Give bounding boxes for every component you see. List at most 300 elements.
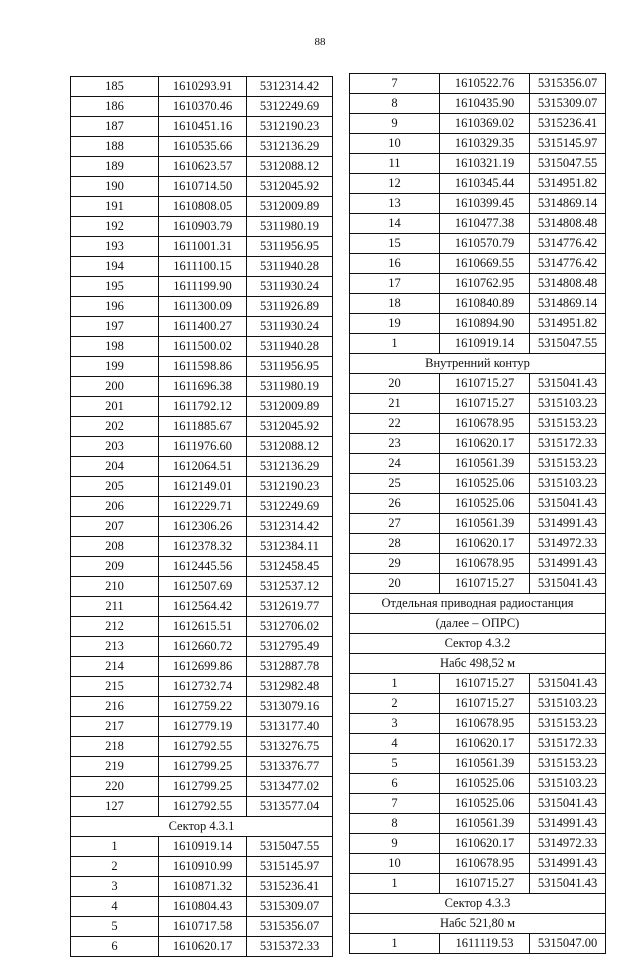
x-coordinate: 1612799.25: [159, 777, 247, 797]
x-coordinate: 1610525.06: [440, 774, 530, 794]
point-number: 201: [71, 397, 159, 417]
y-coordinate: 5315153.23: [530, 414, 606, 434]
x-coordinate: 1612699.86: [159, 657, 247, 677]
x-coordinate: 1610623.57: [159, 157, 247, 177]
table-row: [350, 774, 606, 794]
table-row: [71, 537, 333, 557]
table-row: [71, 917, 333, 937]
x-coordinate: 1610715.27: [440, 374, 530, 394]
y-coordinate: 5314991.43: [530, 554, 606, 574]
x-coordinate: 1611100.15: [159, 257, 247, 277]
y-coordinate: 5312314.42: [247, 77, 333, 97]
x-coordinate: 1610715.27: [440, 574, 530, 594]
y-coordinate: 5311940.28: [247, 337, 333, 357]
table-row: [350, 154, 606, 174]
x-coordinate: 1611696.38: [159, 377, 247, 397]
y-coordinate: 5312045.92: [247, 417, 333, 437]
x-coordinate: 1610525.06: [440, 794, 530, 814]
page-number: 88: [314, 36, 326, 48]
y-coordinate: 5315047.55: [530, 154, 606, 174]
point-number: 212: [71, 617, 159, 637]
point-number: 193: [71, 237, 159, 257]
y-coordinate: 5314776.42: [530, 234, 606, 254]
point-number: 207: [71, 517, 159, 537]
point-number: 216: [71, 697, 159, 717]
y-coordinate: 5315103.23: [530, 694, 606, 714]
x-coordinate: 1610715.27: [440, 394, 530, 414]
x-coordinate: 1610715.27: [440, 674, 530, 694]
x-coordinate: 1610561.39: [440, 754, 530, 774]
point-number: 18: [350, 294, 440, 314]
y-coordinate: 5312045.92: [247, 177, 333, 197]
x-coordinate: 1611500.02: [159, 337, 247, 357]
x-coordinate: 1612792.55: [159, 737, 247, 757]
x-coordinate: 1612378.32: [159, 537, 247, 557]
x-coordinate: 1612149.01: [159, 477, 247, 497]
point-number: 187: [71, 117, 159, 137]
point-number: 191: [71, 197, 159, 217]
table-row: [71, 197, 333, 217]
y-coordinate: 5315047.55: [247, 837, 333, 857]
x-coordinate: 1610669.55: [440, 254, 530, 274]
x-coordinate: 1610717.58: [159, 917, 247, 937]
point-number: 213: [71, 637, 159, 657]
table-row: [71, 357, 333, 377]
point-number: 199: [71, 357, 159, 377]
table-row: [350, 334, 606, 354]
table-row: [71, 217, 333, 237]
y-coordinate: 5314869.14: [530, 194, 606, 214]
point-number: 214: [71, 657, 159, 677]
y-coordinate: 5314808.48: [530, 274, 606, 294]
x-coordinate: 1611400.27: [159, 317, 247, 337]
y-coordinate: 5315145.97: [247, 857, 333, 877]
point-number: 190: [71, 177, 159, 197]
section-header-row: [350, 594, 606, 614]
x-coordinate: 1612660.72: [159, 637, 247, 657]
y-coordinate: 5313177.40: [247, 717, 333, 737]
x-coordinate: 1610620.17: [440, 734, 530, 754]
point-number: 3: [350, 714, 440, 734]
y-coordinate: 5311926.89: [247, 297, 333, 317]
y-coordinate: 5315153.23: [530, 714, 606, 734]
table-row: [350, 294, 606, 314]
y-coordinate: 5314869.14: [530, 294, 606, 314]
y-coordinate: 5312706.02: [247, 617, 333, 637]
y-coordinate: 5315172.33: [530, 734, 606, 754]
table-row: [350, 434, 606, 454]
table-row: [71, 657, 333, 677]
point-number: 197: [71, 317, 159, 337]
point-number: 1: [350, 874, 440, 894]
table-row: [350, 114, 606, 134]
table-row: [71, 417, 333, 437]
y-coordinate: 5312458.45: [247, 557, 333, 577]
point-number: 215: [71, 677, 159, 697]
x-coordinate: 1612507.69: [159, 577, 247, 597]
y-coordinate: 5312249.69: [247, 97, 333, 117]
x-coordinate: 1610678.95: [440, 554, 530, 574]
x-coordinate: 1610561.39: [440, 814, 530, 834]
point-number: 10: [350, 134, 440, 154]
table-row: [350, 714, 606, 734]
point-number: 9: [350, 834, 440, 854]
table-row: [71, 877, 333, 897]
table-row: [71, 677, 333, 697]
y-coordinate: 5311980.19: [247, 217, 333, 237]
x-coordinate: 1611976.60: [159, 437, 247, 457]
table-row: [350, 414, 606, 434]
x-coordinate: 1610620.17: [159, 937, 247, 957]
y-coordinate: 5312887.78: [247, 657, 333, 677]
table-row: [71, 757, 333, 777]
section-header-row: [350, 354, 606, 374]
table-row: [350, 674, 606, 694]
point-number: 127: [71, 797, 159, 817]
x-coordinate: 1610620.17: [440, 534, 530, 554]
point-number: 196: [71, 297, 159, 317]
point-number: 15: [350, 234, 440, 254]
x-coordinate: 1611119.53: [440, 934, 530, 954]
table-row: [71, 457, 333, 477]
table-row: [350, 274, 606, 294]
table-row: [350, 474, 606, 494]
y-coordinate: 5311930.24: [247, 277, 333, 297]
table-row: [350, 514, 606, 534]
y-coordinate: 5312314.42: [247, 517, 333, 537]
y-coordinate: 5315103.23: [530, 774, 606, 794]
point-number: 5: [71, 917, 159, 937]
table-row: [71, 617, 333, 637]
point-number: 24: [350, 454, 440, 474]
table-row: [350, 554, 606, 574]
table-row: [350, 254, 606, 274]
y-coordinate: 5312136.29: [247, 457, 333, 477]
y-coordinate: 5312384.11: [247, 537, 333, 557]
x-coordinate: 1610894.90: [440, 314, 530, 334]
point-number: 9: [350, 114, 440, 134]
table-row: [71, 857, 333, 877]
y-coordinate: 5312982.48: [247, 677, 333, 697]
point-number: 4: [350, 734, 440, 754]
point-number: 23: [350, 434, 440, 454]
point-number: 185: [71, 77, 159, 97]
table-row: [350, 134, 606, 154]
point-number: 192: [71, 217, 159, 237]
y-coordinate: 5315103.23: [530, 474, 606, 494]
x-coordinate: 1610435.90: [440, 94, 530, 114]
y-coordinate: 5315041.43: [530, 374, 606, 394]
y-coordinate: 5314991.43: [530, 854, 606, 874]
x-coordinate: 1612732.74: [159, 677, 247, 697]
section-header-row: [350, 914, 606, 934]
x-coordinate: 1610451.16: [159, 117, 247, 137]
point-number: 1: [350, 934, 440, 954]
table-row: [350, 874, 606, 894]
x-coordinate: 1610293.91: [159, 77, 247, 97]
table-row: [71, 277, 333, 297]
y-coordinate: 5312249.69: [247, 497, 333, 517]
x-coordinate: 1610369.02: [440, 114, 530, 134]
point-number: 4: [71, 897, 159, 917]
x-coordinate: 1610321.19: [440, 154, 530, 174]
table-row: [350, 314, 606, 334]
point-number: 26: [350, 494, 440, 514]
table-row: [350, 794, 606, 814]
point-number: 21: [350, 394, 440, 414]
y-coordinate: 5315153.23: [530, 754, 606, 774]
x-coordinate: 1610620.17: [440, 434, 530, 454]
point-number: 7: [350, 794, 440, 814]
point-number: 20: [350, 574, 440, 594]
y-coordinate: 5312088.12: [247, 157, 333, 177]
y-coordinate: 5315309.07: [247, 897, 333, 917]
x-coordinate: 1610522.76: [440, 74, 530, 94]
point-number: 220: [71, 777, 159, 797]
table-row: [350, 394, 606, 414]
table-row: [350, 174, 606, 194]
point-number: 25: [350, 474, 440, 494]
section-title: Сектор 4.3.2: [350, 634, 606, 654]
x-coordinate: 1610570.79: [440, 234, 530, 254]
x-coordinate: 1611885.67: [159, 417, 247, 437]
x-coordinate: 1612799.25: [159, 757, 247, 777]
point-number: 198: [71, 337, 159, 357]
table-row: [71, 97, 333, 117]
x-coordinate: 1610715.27: [440, 694, 530, 714]
table-row: [71, 697, 333, 717]
x-coordinate: 1610910.99: [159, 857, 247, 877]
point-number: 210: [71, 577, 159, 597]
point-number: 1: [71, 837, 159, 857]
y-coordinate: 5315236.41: [530, 114, 606, 134]
y-coordinate: 5312088.12: [247, 437, 333, 457]
section-title: Сектор 4.3.3: [350, 894, 606, 914]
point-number: 209: [71, 557, 159, 577]
table-row: [71, 557, 333, 577]
x-coordinate: 1610561.39: [440, 454, 530, 474]
y-coordinate: 5315047.00: [530, 934, 606, 954]
y-coordinate: 5314951.82: [530, 174, 606, 194]
y-coordinate: 5311956.95: [247, 237, 333, 257]
point-number: 200: [71, 377, 159, 397]
y-coordinate: 5312795.49: [247, 637, 333, 657]
table-row: [71, 897, 333, 917]
x-coordinate: 1610620.17: [440, 834, 530, 854]
y-coordinate: 5314991.43: [530, 814, 606, 834]
table-row: [350, 574, 606, 594]
y-coordinate: 5314972.33: [530, 834, 606, 854]
section-header-row: [350, 634, 606, 654]
x-coordinate: 1610525.06: [440, 494, 530, 514]
x-coordinate: 1612759.22: [159, 697, 247, 717]
x-coordinate: 1610871.32: [159, 877, 247, 897]
point-number: 6: [71, 937, 159, 957]
section-title: Внутренний контур: [350, 354, 606, 374]
table-row: [71, 477, 333, 497]
table-row: [350, 534, 606, 554]
y-coordinate: 5314808.48: [530, 214, 606, 234]
table-row: [350, 214, 606, 234]
x-coordinate: 1610714.50: [159, 177, 247, 197]
y-coordinate: 5312136.29: [247, 137, 333, 157]
x-coordinate: 1610919.14: [159, 837, 247, 857]
table-row: [71, 717, 333, 737]
y-coordinate: 5312619.77: [247, 597, 333, 617]
point-number: 205: [71, 477, 159, 497]
table-row: [71, 317, 333, 337]
x-coordinate: 1612779.19: [159, 717, 247, 737]
y-coordinate: 5314972.33: [530, 534, 606, 554]
table-row: [71, 77, 333, 97]
x-coordinate: 1611001.31: [159, 237, 247, 257]
point-number: 19: [350, 314, 440, 334]
section-header-row: [350, 894, 606, 914]
table-row: [350, 454, 606, 474]
y-coordinate: 5312009.89: [247, 197, 333, 217]
table-row: [71, 517, 333, 537]
point-number: 189: [71, 157, 159, 177]
table-row: [350, 734, 606, 754]
point-number: 217: [71, 717, 159, 737]
x-coordinate: 1612445.56: [159, 557, 247, 577]
section-title: Набс 521,80 м: [350, 914, 606, 934]
table-row: [71, 257, 333, 277]
coordinates-table-left: [70, 76, 333, 957]
point-number: 219: [71, 757, 159, 777]
point-number: 203: [71, 437, 159, 457]
table-row: [350, 494, 606, 514]
x-coordinate: 1610370.46: [159, 97, 247, 117]
point-number: 14: [350, 214, 440, 234]
x-coordinate: 1611199.90: [159, 277, 247, 297]
x-coordinate: 1610715.27: [440, 874, 530, 894]
table-row: [350, 934, 606, 954]
y-coordinate: 5312190.23: [247, 117, 333, 137]
y-coordinate: 5313276.75: [247, 737, 333, 757]
section-title: Набс 498,52 м: [350, 654, 606, 674]
point-number: 17: [350, 274, 440, 294]
y-coordinate: 5315356.07: [247, 917, 333, 937]
table-row: [350, 234, 606, 254]
table-row: [350, 834, 606, 854]
section-title: Отдельная приводная радиостанция: [350, 594, 606, 614]
y-coordinate: 5314991.43: [530, 514, 606, 534]
point-number: 22: [350, 414, 440, 434]
x-coordinate: 1610903.79: [159, 217, 247, 237]
table-row: [71, 177, 333, 197]
point-number: 3: [71, 877, 159, 897]
table-row: [71, 637, 333, 657]
y-coordinate: 5315047.55: [530, 334, 606, 354]
table-row: [71, 397, 333, 417]
table-row: [71, 497, 333, 517]
y-coordinate: 5315041.43: [530, 794, 606, 814]
table-row: [71, 777, 333, 797]
point-number: 194: [71, 257, 159, 277]
y-coordinate: 5313079.16: [247, 697, 333, 717]
y-coordinate: 5312009.89: [247, 397, 333, 417]
y-coordinate: 5314951.82: [530, 314, 606, 334]
point-number: 10: [350, 854, 440, 874]
table-row: [71, 137, 333, 157]
table-row: [350, 194, 606, 214]
point-number: 5: [350, 754, 440, 774]
x-coordinate: 1610345.44: [440, 174, 530, 194]
y-coordinate: 5315041.43: [530, 494, 606, 514]
point-number: 8: [350, 814, 440, 834]
y-coordinate: 5315236.41: [247, 877, 333, 897]
table-row: [350, 854, 606, 874]
table-row: [71, 837, 333, 857]
x-coordinate: 1612306.26: [159, 517, 247, 537]
y-coordinate: 5315356.07: [530, 74, 606, 94]
x-coordinate: 1610329.35: [440, 134, 530, 154]
y-coordinate: 5315041.43: [530, 874, 606, 894]
x-coordinate: 1610919.14: [440, 334, 530, 354]
point-number: 6: [350, 774, 440, 794]
point-number: 1: [350, 334, 440, 354]
point-number: 27: [350, 514, 440, 534]
point-number: 204: [71, 457, 159, 477]
point-number: 218: [71, 737, 159, 757]
section-header-row: [71, 817, 333, 837]
x-coordinate: 1612792.55: [159, 797, 247, 817]
x-coordinate: 1611792.12: [159, 397, 247, 417]
x-coordinate: 1612229.71: [159, 497, 247, 517]
table-row: [71, 337, 333, 357]
x-coordinate: 1610535.66: [159, 137, 247, 157]
x-coordinate: 1612564.42: [159, 597, 247, 617]
y-coordinate: 5311940.28: [247, 257, 333, 277]
y-coordinate: 5311956.95: [247, 357, 333, 377]
point-number: 211: [71, 597, 159, 617]
point-number: 1: [350, 674, 440, 694]
x-coordinate: 1610399.45: [440, 194, 530, 214]
x-coordinate: 1611300.09: [159, 297, 247, 317]
point-number: 20: [350, 374, 440, 394]
y-coordinate: 5315153.23: [530, 454, 606, 474]
coordinates-table-right: [349, 73, 606, 954]
x-coordinate: 1612064.51: [159, 457, 247, 477]
table-row: [71, 577, 333, 597]
point-number: 12: [350, 174, 440, 194]
y-coordinate: 5314776.42: [530, 254, 606, 274]
point-number: 7: [350, 74, 440, 94]
x-coordinate: 1610840.89: [440, 294, 530, 314]
right-table-body: [350, 74, 606, 954]
x-coordinate: 1610678.95: [440, 854, 530, 874]
y-coordinate: 5315372.33: [247, 937, 333, 957]
y-coordinate: 5312190.23: [247, 477, 333, 497]
table-row: [71, 797, 333, 817]
point-number: 202: [71, 417, 159, 437]
y-coordinate: 5315172.33: [530, 434, 606, 454]
x-coordinate: 1610804.43: [159, 897, 247, 917]
table-row: [350, 754, 606, 774]
table-row: [350, 814, 606, 834]
point-number: 208: [71, 537, 159, 557]
point-number: 2: [71, 857, 159, 877]
x-coordinate: 1612615.51: [159, 617, 247, 637]
x-coordinate: 1610561.39: [440, 514, 530, 534]
table-row: [71, 297, 333, 317]
table-row: [71, 237, 333, 257]
x-coordinate: 1610678.95: [440, 414, 530, 434]
x-coordinate: 1610678.95: [440, 714, 530, 734]
table-row: [71, 597, 333, 617]
table-row: [350, 74, 606, 94]
